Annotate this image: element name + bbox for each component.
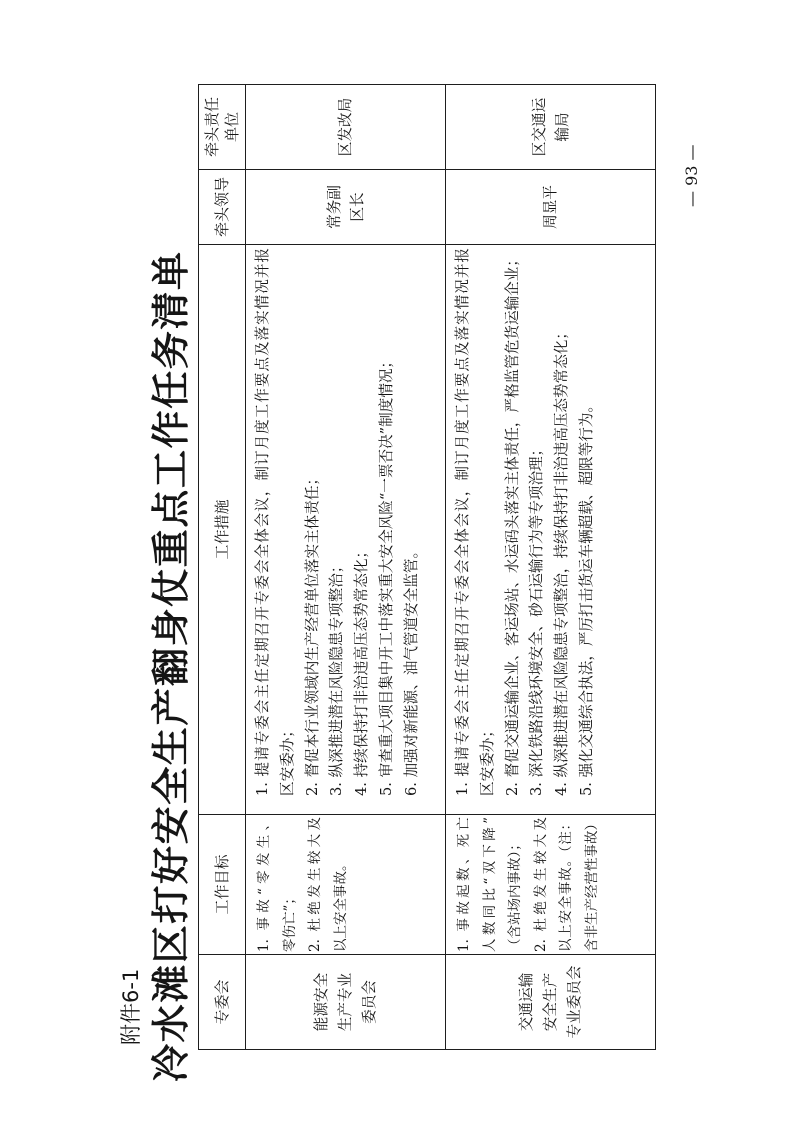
- goal-line: 人数同比“双下降”: [481, 817, 498, 952]
- goal-line: 1. 事故“零发生、: [256, 817, 272, 952]
- header-lead: 牵头领导: [199, 170, 246, 245]
- measures-cell: [246, 245, 446, 815]
- measure-line: 4. 持续保持打非治违高压态势常态化；: [353, 543, 371, 796]
- header-responsible-unit: [199, 85, 246, 170]
- table-row: [246, 85, 446, 1050]
- committee-name-line: 专业委员会: [565, 965, 583, 1039]
- committee-name-line: 能源安全: [312, 972, 330, 1032]
- measure-line: 5. 审查重大项目集中开工中落实重大安全风险“一票否决”制度情况；: [377, 353, 395, 796]
- measure-line: 3. 纵深推进潜在风险隐患专项整治；: [328, 558, 346, 796]
- page-number: — 93 —: [682, 144, 701, 207]
- goal-line: 2. 杜绝发生较大及: [307, 817, 323, 952]
- goal-line: （含站场内事故）；: [507, 837, 523, 952]
- goal-line: 零伤亡”；: [281, 891, 298, 952]
- measure-line: 2. 督促交通运输企业、客运场站、水运码头落实主体责任，严格监管危货运输企业；: [503, 252, 521, 796]
- measure-line: 区安委办；: [278, 723, 296, 796]
- goals-cell: [246, 815, 446, 955]
- lead-name-line: 常务副: [325, 185, 343, 229]
- header-measures: 工作措施: [199, 245, 246, 815]
- measure-line: 6. 加强对新能源、油气管道安全监管。: [402, 543, 420, 796]
- committee-name-line: 安全生产: [541, 972, 559, 1032]
- lead-name-line: 周显平: [542, 185, 559, 229]
- goal-line: 1. 事故起数、死亡: [456, 817, 472, 952]
- goal-line: 以上安全事故。: [332, 857, 349, 952]
- table-header-row: [199, 85, 246, 1050]
- measures-cell: [446, 245, 656, 815]
- responsible-unit-line: 区交通运: [530, 97, 548, 157]
- header-responsible-unit-line: 牵头责任: [203, 97, 221, 158]
- committee-cell: [446, 955, 656, 1050]
- lead-name-line: 区长: [348, 192, 366, 222]
- committee-name-line: 委员会: [360, 980, 378, 1024]
- attachment-label: 附件6-1: [119, 968, 143, 1045]
- measure-line: 3. 深化铁路沿线环境安全、砂石运输行为等专项治理；: [528, 441, 546, 796]
- committee-cell: [246, 955, 446, 1050]
- responsible-unit-line: 区发改局: [337, 97, 354, 157]
- goal-line: 含非生产经营性事故）: [583, 817, 600, 952]
- committee-name-line: 交通运输: [517, 972, 535, 1032]
- responsible-unit-line: 输局: [553, 112, 571, 142]
- measure-line: 5. 强化交通综合执法，严厉打击货运车辆超载、超限等行为。: [577, 397, 595, 796]
- task-list-table: [198, 84, 656, 1050]
- measure-line: 1. 提请专委会主任定期召开专委会全体会议，制订月度工作要点及落实情况并报: [454, 248, 471, 796]
- goal-line: 以上安全事故。（注：: [558, 817, 574, 952]
- responsible-unit-cell: [446, 85, 656, 170]
- table-row: [446, 85, 656, 1050]
- committee-name-line: 生产专业: [336, 972, 354, 1032]
- lead-cell: [246, 170, 446, 245]
- measure-line: 4. 纵深推进潜在风险隐患专项整治，持续保持打非治违高压态势常态化；: [553, 325, 571, 796]
- measure-line: 2. 督促本行业领域内生产经营单位落实主体责任；: [303, 470, 321, 796]
- goal-line: 2. 杜绝发生较大及: [532, 817, 549, 952]
- header-goals: 工作目标: [199, 815, 246, 955]
- lead-cell: [446, 170, 656, 245]
- measure-line: 1. 提请专委会主任定期召开专委会全体会议，制订月度工作要点及落实情况并报: [254, 248, 271, 796]
- document-title: 冷水滩区打好安全生产翻身仗重点工作任务清单: [148, 250, 193, 1082]
- header-committee: 专委会: [199, 955, 246, 1050]
- table-body: [246, 85, 656, 1050]
- responsible-unit-cell: [246, 85, 446, 170]
- header-responsible-unit-line: 单位: [223, 112, 241, 143]
- goals-cell: [446, 815, 656, 955]
- measure-line: 区安委办；: [478, 723, 496, 796]
